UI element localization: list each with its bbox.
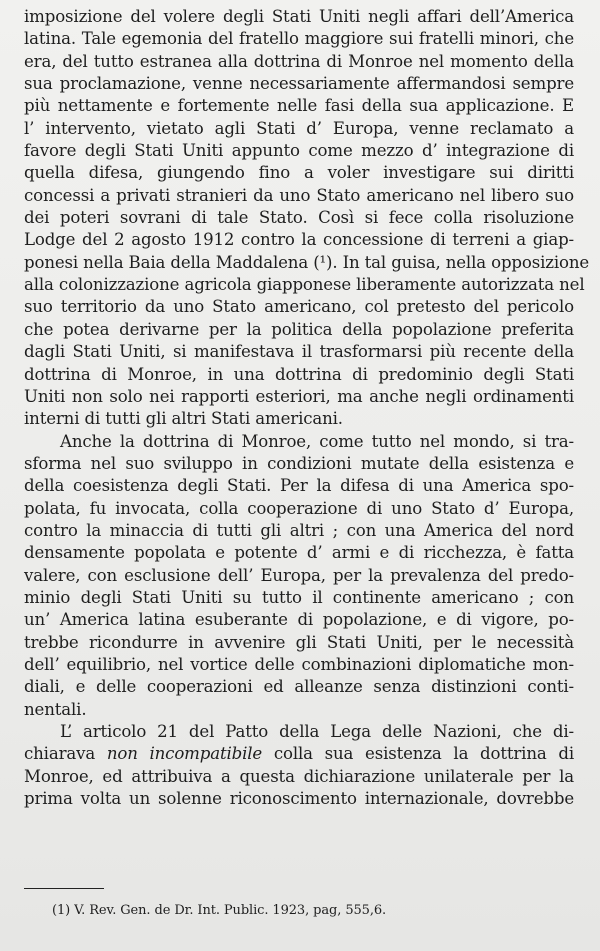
text-segment: chiarava	[24, 744, 107, 764]
text-line: dottrina di Monroe, in una dottrina di predominio degli Stati	[24, 364, 574, 384]
text-line: sua proclamazione, venne necessariamente affermandosi sempre	[24, 74, 574, 94]
text-line: quella difesa, giungendo fino a voler investigare sui diritti	[24, 163, 574, 183]
paragraph-start-line: Anche la dottrina di Monroe, come tutto nel mondo, si tra-	[60, 431, 574, 451]
text-line: dagli Stati Uniti, si manifestava il trasformarsi più recente della	[24, 342, 574, 362]
text-line: era, del tutto estranea alla dottrina di Monroe nel momento della	[24, 51, 574, 71]
text-line: alla colonizzazione agricola giapponese liberamente autorizzata nel	[24, 275, 585, 295]
text-line: imposizione del volere degli Stati Uniti negli affari dell’America	[24, 7, 574, 26]
body-text	[24, 6, 590, 810]
text-line: della coesistenza degli Stati. Per la difesa di una America spo-	[24, 476, 574, 496]
text-line: che potea derivarne per la politica della popolazione preferita	[24, 319, 574, 339]
paragraph-start-line: L’ articolo 21 del Patto della Lega delle Nazioni, che di-	[60, 722, 574, 741]
footnote: (1) V. Rev. Gen. de Dr. Int. Public. 1923, pag, 555,6.	[52, 903, 387, 918]
text-line: Uniti non solo nei rapporti esteriori, ma anche negli ordinamenti	[24, 386, 574, 406]
text-line: dell’ equilibrio, nel vortice delle combinazioni diplomatiche mon-	[24, 654, 574, 674]
text-line: l’ intervento, vietato agli Stati d’ Europa, venne reclamato a	[24, 118, 574, 138]
paragraph-end-line: interni di tutti gli altri Stati americani.	[24, 409, 343, 429]
text-line: trebbe ricondurre in avvenire gli Stati Uniti, per le necessità	[24, 632, 574, 652]
text-segment: colla sua esistenza la dottrina di	[262, 744, 575, 764]
text-line: diali, e delle cooperazioni ed alleanze senza distinzioni conti-	[24, 677, 574, 697]
italic-phrase: non incompatibile	[106, 744, 263, 764]
text-line-with-italic	[24, 743, 574, 765]
text-line: favore degli Stati Uniti appunto come mezzo d’ integrazione di	[24, 141, 574, 161]
text-line: dei poteri sovrani di tale Stato. Così si fece colla risoluzione	[24, 208, 574, 228]
text-line: densamente popolata e potente d’ armi e di ricchezza, è fatta	[24, 543, 574, 563]
text-line: sforma nel suo sviluppo in condizioni mutate della esistenza e	[24, 453, 574, 473]
text-line: contro la minaccia di tutti gli altri ; con una America del nord	[24, 520, 574, 540]
text-line: prima volta un solenne riconoscimento internazionale, dovrebbe	[24, 789, 574, 809]
text-line: un’ America latina esuberante di popolazione, e di vigore, po-	[24, 610, 574, 630]
text-line-with-footnote-ref: ponesi nella Baia della Maddalena (¹). In tal guisa, nella opposizione	[24, 252, 590, 272]
text-line: latina. Tale egemonia del fratello maggiore sui fratelli minori, che	[24, 29, 574, 49]
text-line: più nettamente e fortemente nelle fasi della sua applicazione. E	[24, 96, 574, 116]
paragraph-end-line: nentali.	[24, 699, 87, 719]
text-line: suo territorio da uno Stato americano, col pretesto del pericolo	[24, 297, 574, 317]
footnote-separator	[24, 888, 104, 889]
text-line: polata, fu invocata, colla cooperazione di uno Stato d’ Europa,	[24, 498, 574, 518]
text-line: Monroe, ed attribuiva a questa dichiarazione unilaterale per la	[24, 766, 574, 786]
text-line: concessi a privati stranieri da uno Stato americano nel libero suo	[24, 185, 574, 205]
text-line: valere, con esclusione dell’ Europa, per la prevalenza del predo-	[24, 565, 574, 585]
text-line: Lodge del 2 agosto 1912 contro la concessione di terreni a giap-	[24, 230, 574, 250]
text-line: minio degli Stati Uniti su tutto il continente americano ; con	[24, 587, 574, 607]
